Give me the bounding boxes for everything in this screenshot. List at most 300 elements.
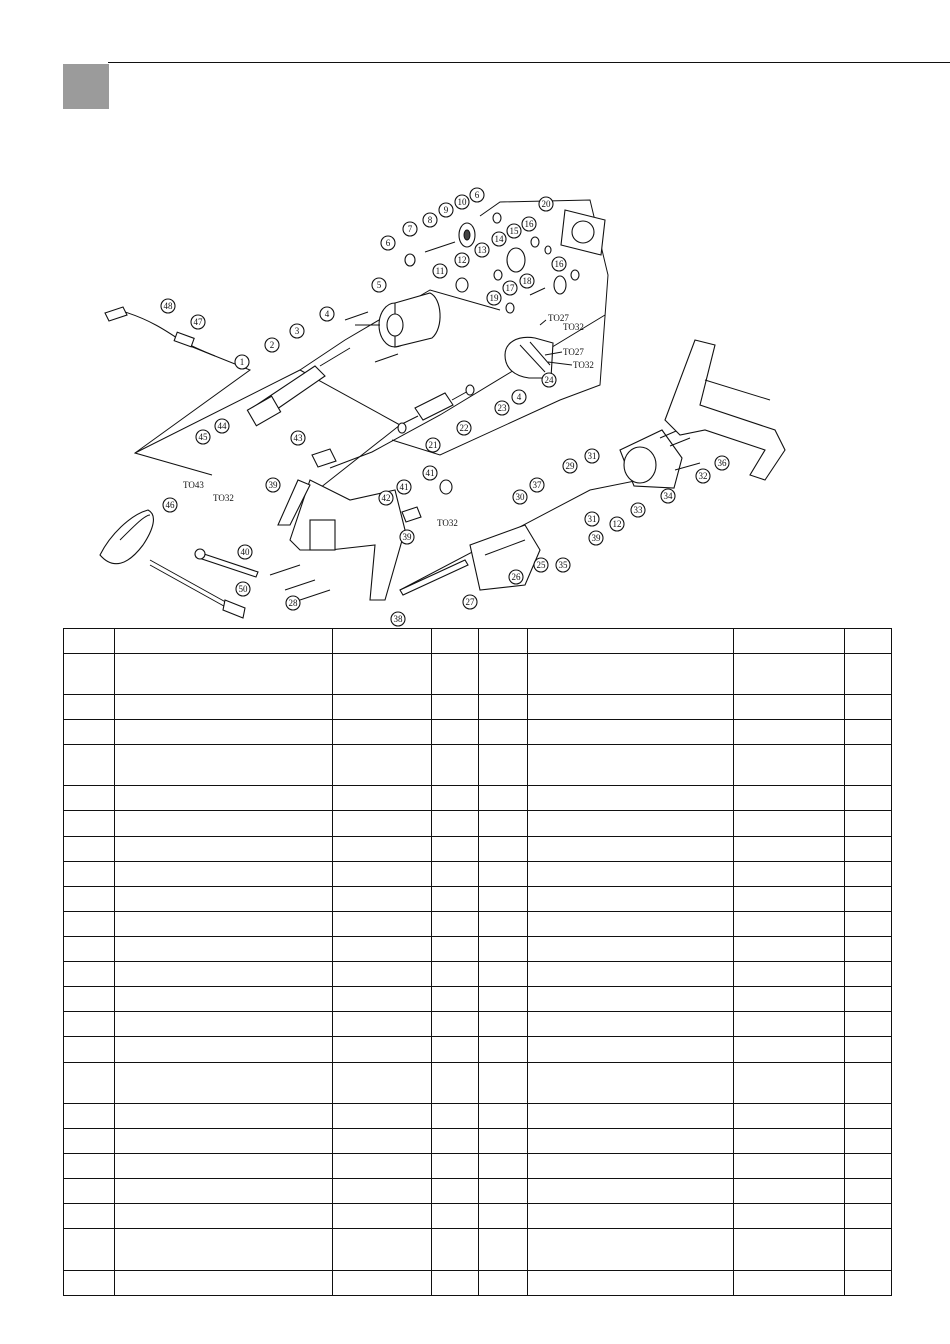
callout-22 <box>457 421 471 435</box>
exploded-view-svg <box>0 180 950 630</box>
svg-text:31: 31 <box>587 451 597 461</box>
table-cell <box>479 1037 528 1062</box>
table-cell <box>734 1103 845 1128</box>
table-cell <box>734 911 845 936</box>
svg-text:28: 28 <box>288 598 298 608</box>
table-cell <box>845 745 892 786</box>
table-cell <box>845 786 892 811</box>
table-cell <box>528 836 734 861</box>
table-cell <box>115 886 333 911</box>
table-cell <box>734 962 845 987</box>
table-row <box>64 911 892 936</box>
table-cell <box>528 1037 734 1062</box>
table-cell <box>479 653 528 694</box>
svg-text:11: 11 <box>435 266 445 276</box>
table-cell <box>528 886 734 911</box>
table-cell <box>432 1062 479 1103</box>
table-cell <box>845 1012 892 1037</box>
table-cell <box>432 745 479 786</box>
stator <box>505 337 553 378</box>
callout-29 <box>563 459 577 473</box>
table-cell <box>333 1270 432 1295</box>
callout-20 <box>539 197 553 211</box>
table-row <box>64 1103 892 1128</box>
table-cell <box>432 629 479 654</box>
callout-38 <box>391 612 405 626</box>
table-cell <box>479 1229 528 1270</box>
svg-text:32: 32 <box>698 471 708 481</box>
table-cell <box>479 911 528 936</box>
table-cell <box>115 653 333 694</box>
wire-label: TO32 <box>563 322 584 332</box>
table-cell <box>115 1103 333 1128</box>
table-cell <box>734 1128 845 1153</box>
svg-text:24: 24 <box>544 375 554 385</box>
table-cell <box>64 911 115 936</box>
callout-14 <box>492 232 506 246</box>
table-cell <box>333 1012 432 1037</box>
table-row <box>64 811 892 836</box>
callout-16 <box>522 217 536 231</box>
svg-text:43: 43 <box>293 433 303 443</box>
callout-21 <box>426 438 440 452</box>
table-cell <box>333 1179 432 1204</box>
table-cell <box>528 1154 734 1179</box>
table-cell <box>734 1154 845 1179</box>
table-cell <box>432 937 479 962</box>
table-cell <box>528 861 734 886</box>
svg-text:7: 7 <box>407 224 413 234</box>
callout-16 <box>552 257 566 271</box>
table-cell <box>333 1204 432 1229</box>
table-cell <box>734 719 845 744</box>
table-cell <box>64 629 115 654</box>
svg-text:42: 42 <box>381 493 391 503</box>
table-cell <box>528 962 734 987</box>
table-cell <box>115 911 333 936</box>
table-row <box>64 694 892 719</box>
svg-text:33: 33 <box>633 505 643 515</box>
svg-text:39: 39 <box>402 532 412 542</box>
table-cell <box>528 1229 734 1270</box>
table-cell <box>528 811 734 836</box>
callout-23 <box>495 401 509 415</box>
callout-19 <box>487 291 501 305</box>
table-cell <box>734 745 845 786</box>
table-cell <box>115 861 333 886</box>
svg-text:26: 26 <box>511 572 521 582</box>
table-cell <box>845 653 892 694</box>
table-cell <box>64 1204 115 1229</box>
table-cell <box>845 937 892 962</box>
table-cell <box>479 745 528 786</box>
table-row <box>64 1062 892 1103</box>
table-cell <box>845 629 892 654</box>
callout-33 <box>631 503 645 517</box>
table-cell <box>845 987 892 1012</box>
table-cell <box>734 886 845 911</box>
svg-text:37: 37 <box>532 480 542 490</box>
callout-26 <box>509 570 523 584</box>
table-cell <box>845 1154 892 1179</box>
table-row <box>64 1012 892 1037</box>
table-cell <box>64 1270 115 1295</box>
table-row <box>64 861 892 886</box>
table-cell <box>845 886 892 911</box>
svg-text:34: 34 <box>663 491 673 501</box>
svg-text:19: 19 <box>489 293 499 303</box>
table-cell <box>528 653 734 694</box>
brush-holder <box>400 525 540 595</box>
callout-13 <box>475 243 489 257</box>
table-cell <box>432 987 479 1012</box>
table-cell <box>845 1103 892 1128</box>
table-cell <box>64 1012 115 1037</box>
table-cell <box>479 1154 528 1179</box>
svg-text:29: 29 <box>565 461 575 471</box>
table-cell <box>333 987 432 1012</box>
callout-43 <box>291 431 305 445</box>
table-cell <box>432 1229 479 1270</box>
table-cell <box>479 811 528 836</box>
table-cell <box>115 694 333 719</box>
table-cell <box>432 1128 479 1153</box>
table-cell <box>64 1179 115 1204</box>
table-cell <box>845 1062 892 1103</box>
table-cell <box>479 1128 528 1153</box>
table-cell <box>333 745 432 786</box>
table-cell <box>115 1012 333 1037</box>
table-cell <box>64 861 115 886</box>
callout-31 <box>585 449 599 463</box>
wire-label: TO27 <box>563 347 584 357</box>
table-cell <box>333 629 432 654</box>
callout-4 <box>512 390 526 404</box>
callout-1 <box>235 355 249 369</box>
table-cell <box>845 836 892 861</box>
svg-text:1: 1 <box>239 357 245 367</box>
table-cell <box>479 1270 528 1295</box>
table-cell <box>64 937 115 962</box>
callout-8 <box>423 213 437 227</box>
svg-text:36: 36 <box>717 458 727 468</box>
callout-27 <box>463 595 477 609</box>
table-cell <box>479 886 528 911</box>
callout-7 <box>403 222 417 236</box>
callout-11 <box>433 264 447 278</box>
table-row <box>64 987 892 1012</box>
table-cell <box>64 694 115 719</box>
table-cell <box>845 962 892 987</box>
svg-text:4: 4 <box>324 309 330 319</box>
callout-3 <box>290 324 304 338</box>
callout-50 <box>236 582 250 596</box>
table-cell <box>333 1037 432 1062</box>
table-cell <box>333 786 432 811</box>
table-row <box>64 1229 892 1270</box>
table-cell <box>115 962 333 987</box>
callout-25 <box>534 558 548 572</box>
svg-text:4: 4 <box>516 392 522 402</box>
svg-text:47: 47 <box>193 317 203 327</box>
callout-41 <box>423 466 437 480</box>
table-cell <box>64 1154 115 1179</box>
table-cell <box>734 1062 845 1103</box>
svg-text:27: 27 <box>465 597 475 607</box>
table-header-row <box>64 629 892 654</box>
table-cell <box>845 911 892 936</box>
table-cell <box>333 1128 432 1153</box>
svg-text:48: 48 <box>163 301 173 311</box>
svg-text:22: 22 <box>459 423 469 433</box>
table-cell <box>845 811 892 836</box>
table-cell <box>64 836 115 861</box>
table-cell <box>333 811 432 836</box>
table-cell <box>845 1037 892 1062</box>
table-cell <box>528 1204 734 1229</box>
svg-text:50: 50 <box>238 584 248 594</box>
table-cell <box>64 786 115 811</box>
callout-37 <box>530 478 544 492</box>
table-cell <box>528 937 734 962</box>
table-cell <box>734 937 845 962</box>
callout-47 <box>191 315 205 329</box>
table-cell <box>734 1012 845 1037</box>
table-row <box>64 937 892 962</box>
svg-text:16: 16 <box>554 259 564 269</box>
table-cell <box>528 694 734 719</box>
table-cell <box>115 719 333 744</box>
table-cell <box>845 1229 892 1270</box>
callout-18 <box>520 274 534 288</box>
table-cell <box>479 1179 528 1204</box>
callout-6 <box>470 188 484 202</box>
table-cell <box>64 886 115 911</box>
table-cell <box>479 719 528 744</box>
table-cell <box>734 1270 845 1295</box>
table-cell <box>528 911 734 936</box>
table-cell <box>432 811 479 836</box>
callout-45 <box>196 430 210 444</box>
callout-34 <box>661 489 675 503</box>
table-cell <box>115 1154 333 1179</box>
table-cell <box>528 1103 734 1128</box>
table-cell <box>528 987 734 1012</box>
table-row <box>64 1204 892 1229</box>
table-cell <box>845 1270 892 1295</box>
table-cell <box>64 1103 115 1128</box>
table-cell <box>528 1062 734 1103</box>
table-cell <box>333 694 432 719</box>
svg-text:35: 35 <box>558 560 568 570</box>
wire-label: TO32 <box>573 360 594 370</box>
callout-48 <box>161 299 175 313</box>
table-cell <box>479 629 528 654</box>
svg-text:40: 40 <box>240 547 250 557</box>
table-cell <box>115 786 333 811</box>
table-cell <box>115 1037 333 1062</box>
callout-46 <box>163 498 177 512</box>
table-cell <box>64 1128 115 1153</box>
svg-text:39: 39 <box>268 480 278 490</box>
table-cell <box>333 911 432 936</box>
callout-5 <box>372 278 386 292</box>
callout-9 <box>439 203 453 217</box>
svg-text:18: 18 <box>522 276 532 286</box>
svg-text:31: 31 <box>587 514 597 524</box>
table-row <box>64 653 892 694</box>
callout-39 <box>266 478 280 492</box>
gear-housing <box>355 293 440 347</box>
table-cell <box>64 719 115 744</box>
callout-12 <box>455 253 469 267</box>
table-cell <box>333 1103 432 1128</box>
table-cell <box>845 1179 892 1204</box>
table-cell <box>528 629 734 654</box>
svg-text:44: 44 <box>217 421 227 431</box>
table-cell <box>64 1229 115 1270</box>
table-cell <box>432 1103 479 1128</box>
table-cell <box>115 1204 333 1229</box>
svg-text:10: 10 <box>457 197 467 207</box>
callout-41 <box>397 480 411 494</box>
table-cell <box>333 1062 432 1103</box>
table-row <box>64 786 892 811</box>
table-row <box>64 836 892 861</box>
callout-12 <box>610 517 624 531</box>
table-cell <box>845 1128 892 1153</box>
spindle <box>247 348 350 426</box>
table-cell <box>115 629 333 654</box>
table-cell <box>845 861 892 886</box>
table-cell <box>432 886 479 911</box>
table-cell <box>479 836 528 861</box>
table-cell <box>479 786 528 811</box>
table-cell <box>432 911 479 936</box>
table-cell <box>432 786 479 811</box>
wire-label: TO27 <box>548 313 569 323</box>
svg-text:25: 25 <box>536 560 546 570</box>
svg-text:2: 2 <box>269 340 275 350</box>
table-cell <box>845 1204 892 1229</box>
svg-text:6: 6 <box>474 190 480 200</box>
table-cell <box>734 861 845 886</box>
callout-2 <box>265 338 279 352</box>
svg-text:41: 41 <box>399 482 409 492</box>
table-cell <box>734 653 845 694</box>
table-cell <box>333 836 432 861</box>
table-cell <box>432 962 479 987</box>
table-cell <box>479 1204 528 1229</box>
callout-39 <box>589 531 603 545</box>
table-cell <box>479 937 528 962</box>
table-cell <box>528 1012 734 1037</box>
parts-list-table <box>63 628 892 1296</box>
table-cell <box>432 1204 479 1229</box>
table-cell <box>333 653 432 694</box>
table-cell <box>333 937 432 962</box>
table-cell <box>479 861 528 886</box>
table-cell <box>528 745 734 786</box>
table-cell <box>115 745 333 786</box>
callout-35 <box>556 558 570 572</box>
table-cell <box>64 1062 115 1103</box>
table-cell <box>333 886 432 911</box>
table-cell <box>432 719 479 744</box>
gear-cover <box>561 210 605 255</box>
callout-15 <box>507 224 521 238</box>
table-cell <box>64 811 115 836</box>
svg-text:14: 14 <box>494 234 504 244</box>
table-cell <box>479 1062 528 1103</box>
table-cell <box>64 987 115 1012</box>
table-cell <box>528 786 734 811</box>
svg-text:39: 39 <box>591 533 601 543</box>
table-cell <box>333 1229 432 1270</box>
table-cell <box>432 1012 479 1037</box>
svg-text:21: 21 <box>428 440 438 450</box>
table-cell <box>528 1270 734 1295</box>
table-cell <box>115 987 333 1012</box>
callout-10 <box>455 195 469 209</box>
table-cell <box>64 1037 115 1062</box>
svg-text:45: 45 <box>198 432 208 442</box>
table-cell <box>845 719 892 744</box>
callout-28 <box>286 596 300 610</box>
power-cord <box>105 307 215 356</box>
table-row <box>64 1179 892 1204</box>
table-cell <box>734 1229 845 1270</box>
table-cell <box>734 987 845 1012</box>
callout-4 <box>320 307 334 321</box>
table-cell <box>528 719 734 744</box>
table-cell <box>64 745 115 786</box>
callout-17 <box>503 281 517 295</box>
table-cell <box>479 694 528 719</box>
header-marker <box>63 64 109 109</box>
table-cell <box>734 694 845 719</box>
table-cell <box>115 937 333 962</box>
table-row <box>64 719 892 744</box>
table-cell <box>528 1179 734 1204</box>
wire-label: TO43 <box>183 480 204 490</box>
wire-label: TO32 <box>213 493 234 503</box>
table-cell <box>479 987 528 1012</box>
svg-text:6: 6 <box>385 238 391 248</box>
table-cell <box>734 836 845 861</box>
table-row <box>64 962 892 987</box>
table-cell <box>845 694 892 719</box>
table-cell <box>333 861 432 886</box>
svg-text:17: 17 <box>505 283 515 293</box>
table-cell <box>115 1128 333 1153</box>
callout-40 <box>238 545 252 559</box>
svg-text:23: 23 <box>497 403 507 413</box>
table-cell <box>333 719 432 744</box>
table-cell <box>734 1204 845 1229</box>
table-row <box>64 886 892 911</box>
table-cell <box>479 1012 528 1037</box>
table-cell <box>734 629 845 654</box>
table-cell <box>432 1270 479 1295</box>
svg-text:12: 12 <box>612 519 622 529</box>
table-cell <box>64 962 115 987</box>
table-cell <box>432 861 479 886</box>
table-cell <box>115 1179 333 1204</box>
table-cell <box>734 1037 845 1062</box>
table-cell <box>432 1037 479 1062</box>
table-cell <box>432 1179 479 1204</box>
